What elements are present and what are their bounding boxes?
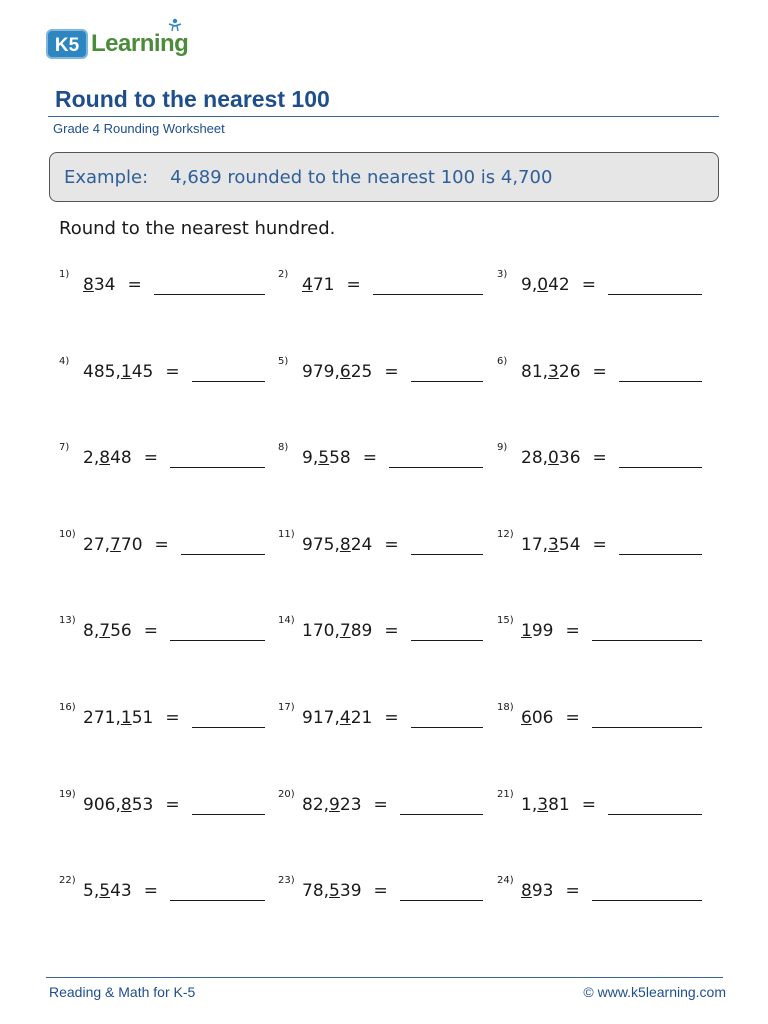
problem-value	[83, 361, 153, 383]
value-suffix: 93	[531, 881, 554, 901]
problem-item	[497, 872, 702, 902]
answer-blank[interactable]	[170, 878, 265, 901]
value-suffix: 71	[312, 275, 335, 295]
value-suffix: 39	[339, 881, 362, 901]
title-divider	[48, 116, 719, 117]
problem-number: 8)	[278, 442, 289, 453]
problem-item	[278, 439, 483, 469]
value-prefix: 82,	[302, 795, 330, 815]
problem-number: 6)	[497, 356, 508, 367]
hundreds-digit: 8	[521, 881, 532, 901]
problem-number: 21)	[497, 789, 514, 800]
problem-item	[497, 699, 702, 729]
value-prefix: 9,	[521, 275, 538, 295]
hundreds-digit: 7	[339, 621, 351, 641]
answer-blank[interactable]	[411, 618, 483, 641]
example-label: Example:	[64, 166, 149, 188]
equals-sign: =	[592, 535, 607, 555]
problem-value	[302, 361, 372, 383]
equals-sign: =	[165, 708, 180, 728]
hundreds-digit: 7	[110, 535, 121, 555]
problem-value	[521, 361, 581, 383]
value-suffix: 34	[93, 275, 116, 295]
equals-sign: =	[384, 362, 399, 382]
hundreds-digit: 1	[120, 708, 132, 728]
answer-blank[interactable]	[592, 705, 702, 728]
logo-figure-icon	[168, 18, 182, 32]
value-suffix: 24	[350, 535, 373, 555]
value-suffix: 51	[131, 708, 154, 728]
equals-sign: =	[581, 795, 596, 815]
equals-sign: =	[565, 881, 580, 901]
hundreds-digit: 1	[120, 362, 132, 382]
equals-sign: =	[154, 535, 169, 555]
problem-number: 5)	[278, 356, 289, 367]
problem-item	[278, 526, 483, 556]
problem-number: 7)	[59, 442, 70, 453]
footer-website: © www.k5learning.com	[583, 984, 726, 1000]
problem-number: 12)	[497, 529, 514, 540]
answer-blank[interactable]	[608, 792, 702, 815]
hundreds-digit: 9	[329, 795, 340, 815]
value-prefix: 78,	[302, 881, 330, 901]
equals-sign: =	[565, 621, 580, 641]
answer-blank[interactable]	[592, 618, 702, 641]
logo-k5-badge: K5	[46, 29, 88, 59]
problem-number: 1)	[59, 269, 70, 280]
value-suffix: 48	[110, 448, 132, 468]
problem-value	[521, 620, 553, 642]
answer-blank[interactable]	[192, 705, 265, 728]
problem-value	[83, 880, 132, 902]
problem-number: 19)	[59, 789, 76, 800]
answer-blank[interactable]	[154, 272, 265, 295]
example-box	[49, 152, 719, 202]
logo-wordmark	[91, 30, 188, 58]
problem-value	[83, 447, 132, 469]
problem-number: 18)	[497, 702, 514, 713]
hundreds-digit: 1	[521, 621, 532, 641]
equals-sign: =	[143, 881, 158, 901]
footer-tagline: Reading & Math for K-5	[49, 984, 196, 1000]
problem-item	[497, 526, 702, 556]
problem-item	[497, 439, 702, 469]
problem-item	[497, 786, 702, 816]
value-suffix: 23	[339, 795, 362, 815]
equals-sign: =	[565, 708, 580, 728]
answer-blank[interactable]	[619, 532, 702, 555]
answer-blank[interactable]	[170, 445, 265, 468]
problem-item	[278, 699, 483, 729]
equals-sign: =	[362, 448, 377, 468]
answer-blank[interactable]	[619, 359, 702, 382]
equals-sign: =	[384, 535, 399, 555]
problem-number: 3)	[497, 269, 508, 280]
value-prefix: 17,	[521, 535, 549, 555]
value-prefix: 979,	[302, 362, 340, 382]
hundreds-digit: 4	[339, 708, 351, 728]
hundreds-digit: 3	[537, 795, 549, 815]
problem-value	[521, 707, 553, 729]
value-suffix: 70	[120, 535, 143, 555]
problem-value	[521, 794, 570, 816]
value-prefix: 27,	[83, 535, 111, 555]
instruction-text: Round to the nearest hundred.	[59, 218, 336, 239]
problem-value	[83, 274, 115, 296]
value-suffix: 89	[350, 621, 373, 641]
answer-blank[interactable]	[181, 532, 265, 555]
problem-value	[521, 447, 581, 469]
value-suffix: 58	[329, 448, 351, 468]
footer-divider	[46, 977, 723, 978]
problem-number: 2)	[278, 269, 289, 280]
hundreds-digit: 6	[521, 708, 532, 728]
value-prefix: 9,	[302, 448, 319, 468]
problem-item	[59, 786, 265, 816]
problem-value	[521, 880, 553, 902]
problem-item	[278, 786, 483, 816]
problem-value	[83, 534, 143, 556]
value-suffix: 06	[531, 708, 554, 728]
equals-sign: =	[384, 621, 399, 641]
hundreds-digit: 6	[339, 362, 351, 382]
problem-item	[59, 266, 265, 296]
value-suffix: 53	[131, 795, 154, 815]
problem-number: 24)	[497, 875, 514, 886]
answer-blank[interactable]	[608, 272, 702, 295]
logo-wordmark-text: Learning	[91, 30, 189, 57]
hundreds-digit: 5	[318, 448, 330, 468]
equals-sign: =	[581, 275, 596, 295]
problem-value	[83, 794, 153, 816]
equals-sign: =	[373, 795, 388, 815]
value-prefix: 5,	[83, 881, 100, 901]
value-suffix: 42	[548, 275, 570, 295]
problem-item	[59, 526, 265, 556]
answer-blank[interactable]	[389, 445, 483, 468]
problem-number: 14)	[278, 615, 295, 626]
problem-item	[59, 612, 265, 642]
hundreds-digit: 3	[548, 535, 559, 555]
problem-number: 9)	[497, 442, 508, 453]
hundreds-digit: 8	[83, 275, 94, 295]
value-prefix: 28,	[521, 448, 549, 468]
problem-value	[302, 274, 334, 296]
answer-blank[interactable]	[400, 792, 483, 815]
hundreds-digit: 3	[548, 362, 559, 382]
problem-value	[302, 794, 362, 816]
problem-number: 20)	[278, 789, 295, 800]
value-prefix: 906,	[83, 795, 121, 815]
problem-item	[278, 353, 483, 383]
hundreds-digit: 8	[120, 795, 132, 815]
problem-number: 22)	[59, 875, 76, 886]
hundreds-digit: 7	[99, 621, 111, 641]
problem-value	[302, 707, 372, 729]
equals-sign: =	[143, 448, 158, 468]
value-prefix: 81,	[521, 362, 549, 382]
hundreds-digit: 0	[537, 275, 549, 295]
problem-value	[521, 274, 570, 296]
answer-blank[interactable]	[411, 532, 483, 555]
equals-sign: =	[143, 621, 158, 641]
value-suffix: 56	[110, 621, 132, 641]
equals-sign: =	[384, 708, 399, 728]
answer-blank[interactable]	[619, 445, 702, 468]
page-subtitle: Grade 4 Rounding Worksheet	[53, 121, 225, 136]
problem-item	[278, 612, 483, 642]
value-suffix: 26	[558, 362, 581, 382]
page-title: Round to the nearest 100	[55, 86, 330, 112]
answer-blank[interactable]	[592, 878, 702, 901]
answer-blank[interactable]	[400, 878, 483, 901]
equals-sign: =	[592, 448, 607, 468]
answer-blank[interactable]	[411, 705, 483, 728]
hundreds-digit: 0	[548, 448, 559, 468]
k5-learning-logo	[46, 24, 188, 64]
problem-number: 10)	[59, 529, 76, 540]
problem-number: 11)	[278, 529, 295, 540]
value-prefix: 975,	[302, 535, 340, 555]
problem-item	[278, 872, 483, 902]
problem-number: 15)	[497, 615, 514, 626]
problem-number: 17)	[278, 702, 295, 713]
problem-number: 23)	[278, 875, 295, 886]
value-suffix: 81	[548, 795, 570, 815]
value-prefix: 271,	[83, 708, 121, 728]
value-prefix: 1,	[521, 795, 538, 815]
equals-sign: =	[373, 881, 388, 901]
hundreds-digit: 5	[329, 881, 340, 901]
problem-number: 16)	[59, 702, 76, 713]
problem-value	[302, 620, 372, 642]
value-prefix: 170,	[302, 621, 340, 641]
value-suffix: 54	[558, 535, 581, 555]
problem-value	[302, 534, 372, 556]
value-suffix: 45	[131, 362, 154, 382]
value-suffix: 99	[531, 621, 554, 641]
problem-item	[497, 266, 702, 296]
value-suffix: 43	[110, 881, 132, 901]
answer-blank[interactable]	[411, 359, 483, 382]
problem-item	[278, 266, 483, 296]
value-suffix: 21	[350, 708, 373, 728]
problem-item	[59, 872, 265, 902]
hundreds-digit: 5	[99, 881, 111, 901]
problem-item	[497, 353, 702, 383]
problem-value	[302, 447, 351, 469]
value-prefix: 8,	[83, 621, 100, 641]
problem-number: 4)	[59, 356, 70, 367]
value-prefix: 917,	[302, 708, 340, 728]
equals-sign: =	[165, 795, 180, 815]
problem-value	[83, 707, 153, 729]
value-suffix: 25	[350, 362, 373, 382]
problem-item	[59, 353, 265, 383]
hundreds-digit: 8	[339, 535, 351, 555]
hundreds-digit: 8	[99, 448, 111, 468]
equals-sign: =	[127, 275, 142, 295]
answer-blank[interactable]	[192, 359, 265, 382]
answer-blank[interactable]	[192, 792, 265, 815]
equals-sign: =	[592, 362, 607, 382]
problem-value	[521, 534, 581, 556]
equals-sign: =	[346, 275, 361, 295]
problem-item	[59, 439, 265, 469]
example-text: 4,689 rounded to the nearest 100 is 4,700	[170, 166, 553, 188]
problem-value	[302, 880, 362, 902]
problem-number: 13)	[59, 615, 76, 626]
answer-blank[interactable]	[373, 272, 483, 295]
hundreds-digit: 4	[302, 275, 313, 295]
problem-item	[59, 699, 265, 729]
equals-sign: =	[165, 362, 180, 382]
value-prefix: 485,	[83, 362, 121, 382]
problem-value	[83, 620, 132, 642]
answer-blank[interactable]	[170, 618, 265, 641]
value-suffix: 36	[558, 448, 581, 468]
problem-item	[497, 612, 702, 642]
value-prefix: 2,	[83, 448, 100, 468]
